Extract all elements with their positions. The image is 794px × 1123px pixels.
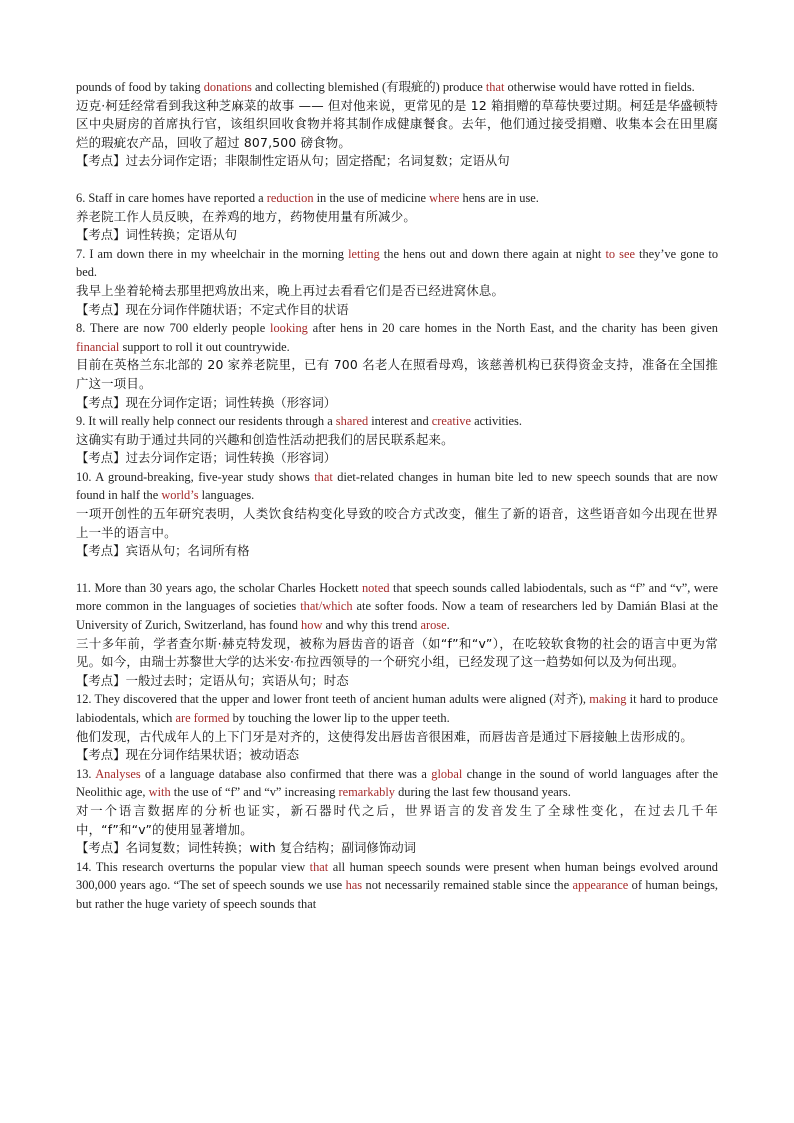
- highlighted-word: creative: [431, 414, 472, 429]
- sentence-text: after hens in 20 care homes in the North East, and the charity has been given: [307, 321, 719, 336]
- sentence-text: not necessarily remained stable since the: [362, 878, 573, 893]
- grammar-point-label: 【考点】: [76, 840, 126, 856]
- grammar-point-text: 宾语从句；名词所有格: [125, 543, 250, 559]
- grammar-point-label: 【考点】: [76, 747, 126, 763]
- grammar-point-text: 现在分词作伴随状语；不定式作目的状语: [125, 301, 349, 317]
- sentence-text: the hens out and down there again at night: [379, 246, 606, 261]
- grammar-point: [76, 746, 718, 765]
- sentence-text: otherwise would have rotted in fields.: [504, 80, 695, 94]
- highlighted-word: looking: [270, 321, 308, 336]
- highlighted-word: that: [485, 80, 505, 94]
- sentence-text: by touching the lower lip to the upper teeth.: [229, 711, 450, 725]
- highlighted-word: global: [431, 766, 463, 781]
- highlighted-word: with: [148, 785, 171, 800]
- grammar-point-text: 词性转换；定语从句: [125, 227, 238, 243]
- highlighted-word: remarkably: [338, 785, 395, 800]
- grammar-point-label: 【考点】: [76, 543, 126, 559]
- sentence-text: diet-related changes in human bite led to new speech sounds that are now found in half the: [76, 469, 718, 503]
- sentence-text: activities.: [471, 414, 522, 429]
- grammar-point-text: 一般过去时；定语从句；宾语从句；时态: [125, 672, 349, 688]
- sentence-text: 6. Staff in care homes have reported a: [76, 190, 267, 205]
- highlighted-word: has: [345, 878, 363, 893]
- highlighted-word: how: [301, 618, 323, 633]
- grammar-point-text: 现在分词作结果状语；被动语态: [125, 747, 300, 763]
- english-sentence: [76, 189, 718, 208]
- sentence-text: .: [446, 618, 450, 633]
- sentence-text: ,: [142, 785, 149, 800]
- chinese-translation: 他们发现，古代成年人的上下门牙是对齐的，这使得发出唇齿音很困难，而唇齿音是通过下唇接触上齿形成的。: [76, 728, 693, 744]
- english-sentence: [76, 858, 718, 914]
- sentence-text: and collecting blemished (有瑕疵的) produce: [251, 80, 486, 94]
- chinese-translation: 对一个语言数据库的分析也证实，新石器时代之后，世界语言的发音发生了全球性变化，在过去几千年中，“f”和“v”的使用显著增加。: [76, 802, 718, 837]
- highlighted-word: letting: [348, 246, 380, 261]
- grammar-point: [76, 152, 718, 171]
- highlighted-word: Analyses: [95, 766, 141, 781]
- paragraph-gap: [76, 171, 718, 189]
- highlighted-word: that: [309, 859, 329, 874]
- highlighted-word: appearance: [572, 878, 629, 893]
- chinese-translation: 三十多年前，学者查尔斯·赫克特发现，被称为唇齿音的语音（如“f”和“v”），在吃较软食物的社会的语言中更为常见。如今，由瑞士苏黎世大学的达米安·布拉西领导的一个研究小组，已经发现了这一趋势如何以及为何出现。: [76, 635, 718, 670]
- chinese-translation: 迈克·柯廷经常看到我这种芝麻菜的故事 —— 但对他来说，更常见的是 12 箱捐赠的草莓快要过期。柯廷是华盛顿特区中央厨房的首席执行官，该组织回收食物并将其制作成健康餐食。去年，他们通过接受捐赠、收集本会在田里腐烂的瑕疵农产品，回收了超过 807,500 磅食物。: [76, 97, 718, 150]
- grammar-point: [76, 839, 718, 858]
- highlighted-word: financial: [76, 339, 120, 354]
- chinese-translation: 一项开创性的五年研究表明，人类饮食结构变化导致的咬合方式改变，催生了新的语音，这些语音如今出现在世界上一半的语言中。: [76, 506, 718, 540]
- sentence-text: ate softer foods. Now a team of researchers led by Damián Blasi at the University of Zurich, Switzerland, has found: [76, 599, 718, 633]
- document-page: [76, 78, 718, 914]
- sentence-text: hens are in use.: [459, 190, 539, 205]
- sentence-text: and why this trend: [322, 618, 421, 633]
- sentence-text: 8. There are now 700 elderly people: [76, 321, 271, 336]
- sentence-text: languages.: [198, 488, 255, 503]
- sentence-text: it hard to produce labiodentals, which: [76, 692, 719, 725]
- sentence-text: the use of “f” and “v” increasing: [170, 785, 339, 800]
- english-sentence: [76, 78, 718, 97]
- highlighted-word: are formed: [175, 711, 230, 725]
- sentence-text: that speech sounds called labiodentals, such as “f” and “v”, were more common in the languages of societies: [76, 580, 718, 614]
- sentence-text: 14. This research overturns the popular view: [76, 859, 310, 874]
- highlighted-word: where: [429, 190, 460, 205]
- grammar-point-label: 【考点】: [76, 153, 126, 169]
- sentence-text: age: [125, 785, 143, 800]
- sentence-text: of a language database also confirmed that there was a: [140, 766, 432, 781]
- grammar-point-text: 现在分词作定语；词性转换（形容词）: [125, 394, 337, 410]
- chinese-translation: 这确实有助于通过共同的兴趣和创造性活动把我们的居民联系起来。: [76, 431, 454, 447]
- highlighted-word: reduction: [266, 190, 314, 205]
- sentence-text: 7. I am down there in my wheelchair in the morning: [76, 246, 349, 261]
- sentence-text: change in the sound of world languages after the Neolithic: [76, 766, 718, 800]
- paragraph-gap: [76, 561, 718, 579]
- highlighted-word: making: [589, 692, 627, 707]
- sentence-text: interest and: [368, 414, 432, 429]
- sentence-text: all human speech sounds were present when human beings evolved around 300,000 years ago. “The set of speech sounds we use: [76, 859, 718, 893]
- chinese-translation: 我早上坐着轮椅去那里把鸡放出来，晚上再过去看看它们是否已经进窝休息。: [76, 282, 505, 298]
- highlighted-word: that: [314, 469, 333, 484]
- sentence-text: of human beings, but rather the huge variety of speech sounds that: [76, 878, 718, 911]
- highlighted-word: world’s: [161, 488, 199, 503]
- sentence-text: pounds of food by taking: [76, 80, 204, 94]
- sentence-text: 11. More than 30 years ago, the scholar Charles Hockett: [76, 580, 362, 595]
- grammar-point: [76, 672, 718, 691]
- chinese-translation: 目前在英格兰东北部的 20 家养老院里，已有 700 名老人在照看母鸡，该慈善机构已获得资金支持，准备在全国推广这一项目。: [76, 357, 718, 391]
- english-sentence: [76, 690, 718, 727]
- sentence-text: 13.: [76, 766, 96, 781]
- grammar-point-text: 名词复数；词性转换；with 复合结构；副词修饰动词: [125, 840, 416, 856]
- sentence-text: 12. They discovered that the upper and lower front teeth of ancient human adults were aligned (对齐),: [76, 692, 590, 707]
- sentence-text: in the use of medicine: [313, 190, 430, 205]
- highlighted-word: noted: [361, 580, 390, 595]
- highlighted-word: shared: [335, 414, 369, 429]
- english-sentence: [76, 319, 718, 356]
- english-sentence: [76, 765, 718, 802]
- sentence-text: during the last few thousand years.: [394, 785, 571, 800]
- grammar-point-text: 过去分词作定语；词性转换（形容词）: [125, 450, 337, 466]
- sentence-text: 10. A ground-breaking, five-year study shows: [76, 469, 315, 484]
- highlighted-word: donations: [203, 80, 252, 94]
- highlighted-word: that/which: [300, 599, 353, 614]
- grammar-point: [76, 301, 718, 320]
- grammar-point: [76, 394, 718, 413]
- grammar-point-label: 【考点】: [76, 227, 126, 243]
- highlighted-word: to see: [605, 246, 635, 261]
- grammar-point-text: 过去分词作定语；非限制性定语从句；固定搭配；名词复数；定语从句: [125, 153, 510, 169]
- english-sentence: [76, 579, 718, 635]
- english-sentence: [76, 412, 718, 431]
- grammar-point-label: 【考点】: [76, 394, 126, 410]
- english-sentence: [76, 245, 718, 282]
- grammar-point-label: 【考点】: [76, 672, 126, 688]
- grammar-point-label: 【考点】: [76, 301, 126, 317]
- sentence-text: they’ve gone to bed.: [76, 246, 719, 280]
- sentence-text: support to roll it out countrywide.: [119, 339, 290, 354]
- grammar-point: [76, 542, 718, 561]
- english-sentence: [76, 468, 718, 505]
- grammar-point: [76, 226, 718, 245]
- highlighted-word: arose: [420, 618, 447, 633]
- grammar-point-label: 【考点】: [76, 450, 126, 466]
- grammar-point: [76, 449, 718, 468]
- chinese-translation: 养老院工作人员反映，在养鸡的地方，药物使用量有所减少。: [76, 208, 416, 224]
- sentence-text: 9. It will really help connect our residents through a: [76, 414, 336, 429]
